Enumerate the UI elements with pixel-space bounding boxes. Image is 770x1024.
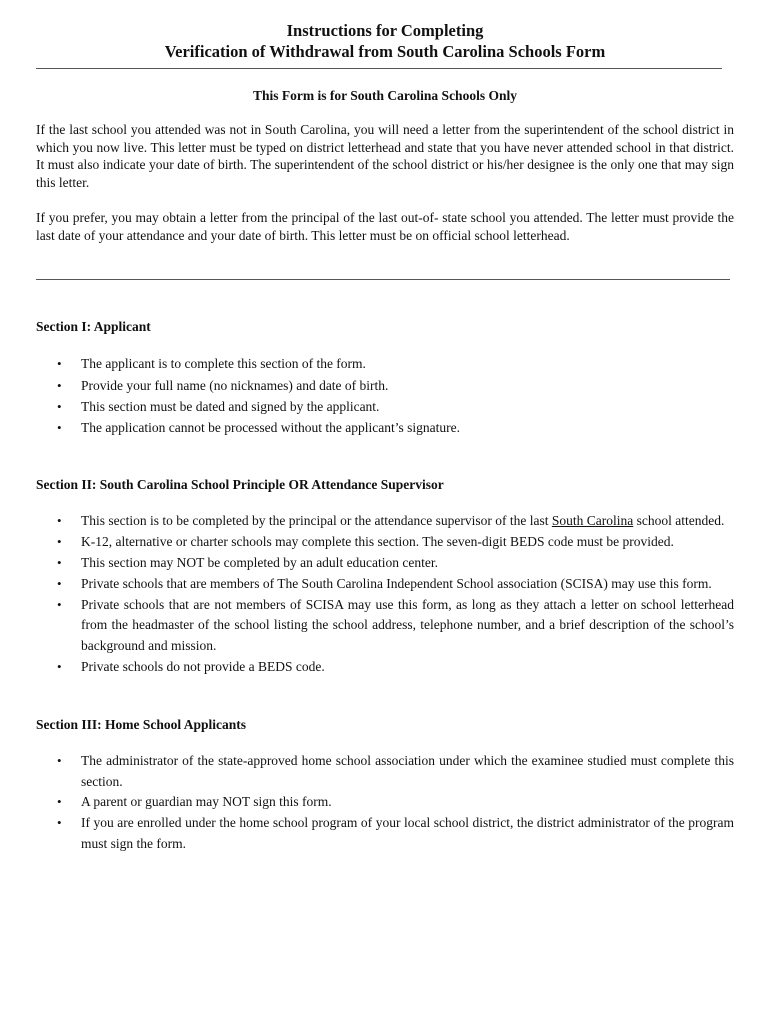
list-item: • Private schools do not provide a BEDS code.	[36, 657, 734, 678]
bullet-icon: •	[57, 555, 62, 570]
bullet-icon: •	[57, 658, 62, 674]
bullet-icon: •	[57, 815, 62, 831]
title-divider	[36, 68, 722, 69]
list-item: • K-12, alternative or charter schools may complete this section. The seven-digit BEDS code must be provided.	[36, 532, 734, 553]
list-item: • This section may NOT be completed by an adult education center.	[36, 553, 734, 574]
section-1-list	[36, 353, 734, 438]
section-3-list	[36, 751, 734, 855]
intro-paragraph-1: If the last school you attended was not in South Carolina, you will need a letter from the superintendent of the school district in which you now live. This letter must be typed on district letterhead and state that you have never attended school in that district. It must also indicate your date of birth. The superintendent of the school district or his/her designee is the only one that may sign this letter.	[36, 122, 734, 191]
intro-paragraph-2: If you prefer, you may obtain a letter from the principal of the last out-of- state school you attended. The letter must provide the last date of your attendance and your date of birth. This letter must be on official school letterhead.	[36, 209, 734, 243]
title-line-2: Verification of Withdrawal from South Carolina Schools Form	[164, 42, 606, 61]
bullet-icon: •	[57, 513, 62, 529]
list-item: • This section must be dated and signed by the applicant.	[36, 396, 734, 417]
list-item: • The application cannot be processed without the applicant’s signature.	[36, 417, 734, 438]
section-2-heading: Section II: South Carolina School Principle OR Attendance Supervisor	[36, 477, 444, 493]
section-3-heading: Section III: Home School Applicants	[36, 716, 247, 732]
list-item: • A parent or guardian may NOT sign this form.	[36, 792, 734, 813]
bullet-icon: •	[57, 377, 62, 393]
title-line-1: Instructions for Completing	[286, 21, 484, 40]
section-divider	[36, 279, 730, 280]
bullet-icon: •	[57, 794, 62, 810]
list-item: • Private schools that are not members of SCISA may use this form, as long as they attach a letter on school letterhead from the headmaster of the school listing the school address, telephone number, and a brief description of the school’s background and mission.	[57, 596, 734, 654]
list-item: • The applicant is to complete this section of the form.	[36, 353, 734, 374]
bullet-icon: •	[57, 534, 62, 550]
document-page	[36, 20, 734, 855]
list-item: • Private schools that are members of The South Carolina Independent School association (SCISA) may use this form.	[36, 574, 734, 595]
list-item: • The administrator of the state-approved home school association under which the examinee studied must complete this section.	[57, 752, 734, 789]
form-scope-subtitle: This Form is for South Carolina Schools Only	[253, 88, 517, 103]
bullet-icon: •	[57, 420, 62, 436]
list-item: • This section is to be completed by the principal or the attendance supervisor of the last South Carolina school attended.	[36, 511, 734, 532]
bullet-icon: •	[57, 596, 62, 612]
section-1-heading: Section I: Applicant	[36, 319, 151, 335]
bullet-icon: •	[57, 752, 62, 768]
bullet-icon: •	[57, 575, 62, 591]
list-item: • Provide your full name (no nicknames) and date of birth.	[36, 375, 734, 396]
section-2-list	[36, 511, 734, 677]
bullet-icon: •	[57, 356, 62, 372]
south-carolina-underlined: South Carolina	[551, 513, 634, 529]
bullet-icon: •	[57, 398, 62, 414]
list-item: • If you are enrolled under the home school program of your local school district, the district administrator of the program must sign the form.	[57, 815, 734, 851]
